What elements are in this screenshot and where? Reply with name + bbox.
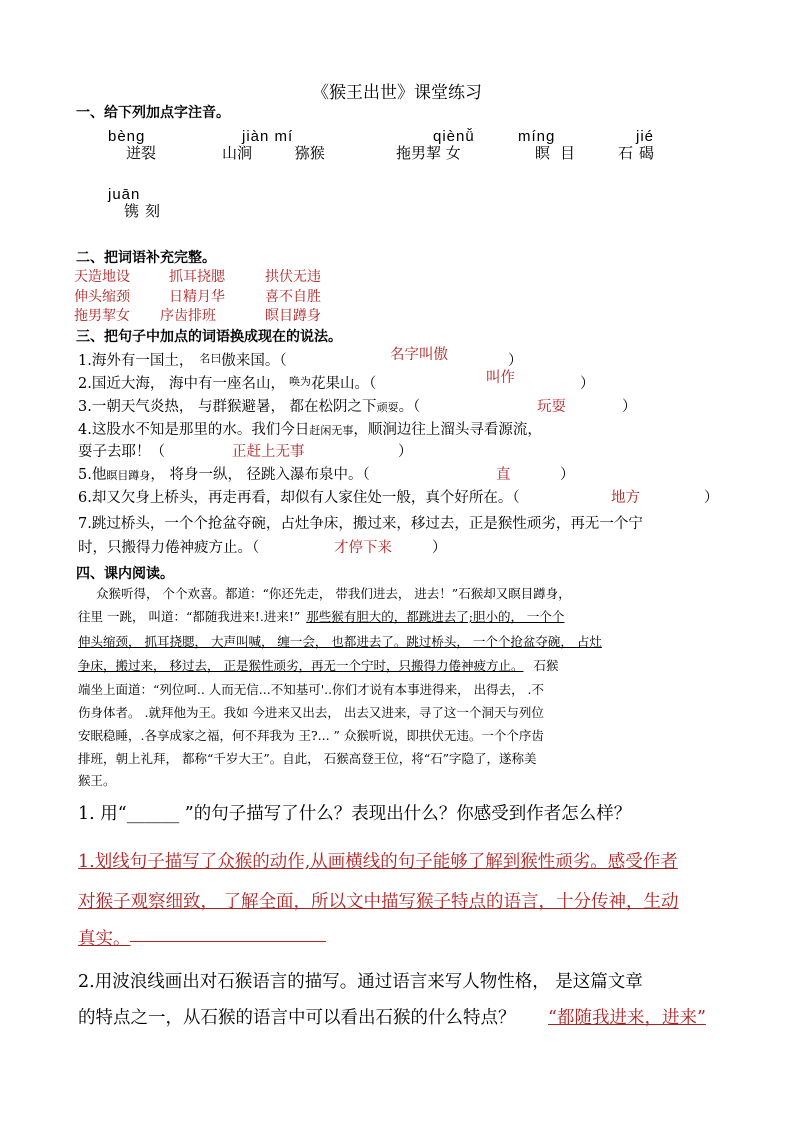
answer: 名字叫傲 xyxy=(390,347,448,363)
sentence-1: 1.海外有一国土， $^{名曰}$傲来国。（ xyxy=(78,352,287,369)
word: 石碣 xyxy=(618,144,661,162)
section2-heading: 二、把词语补充完整。 xyxy=(76,250,216,266)
answer-2: “都随我进来，进来” xyxy=(548,1008,706,1028)
idiom: 抓耳挠腮 xyxy=(169,269,225,285)
passage-line: 争床，搬过来， 移过去， 正是猴性顽劣，再无一个宁时，只搬得力倦神疲方止。 石猴 xyxy=(78,658,559,673)
idiom: 天造地设 xyxy=(74,269,130,285)
passage-line: 排班，朝上礼拜， 都称“千岁大王”。自此， 石猴高登王位，将“石”字隐了，遂称美 xyxy=(78,751,537,766)
answer: 才停下来 xyxy=(334,540,392,556)
sentence-7: 7.跳过桥头，一个个抢盆夺碗，占灶争床，搬过来，移过去，正是猴性顽劣，再无一个宁 xyxy=(78,516,643,532)
pinyin: jiàn mí xyxy=(242,128,294,145)
question-2: 2.用波浪线画出对石猴语言的描写。通过语言来写人物性格， 是这篇文章 xyxy=(78,972,643,992)
question-2-cont: 的特点之一，从石猴的语言中可以看出石猴的什么特点？ xyxy=(78,1008,516,1028)
pinyin: bèng xyxy=(108,128,146,145)
section3-heading: 三、把句子中加点的词语换成现在的说法。 xyxy=(76,329,342,345)
question-1: 1. 用“______ ”的句子描写了什么？表现出什么？你感受到作者怎么样？ xyxy=(78,804,632,824)
answer: 正赶上无事 xyxy=(232,444,305,460)
passage-line: 猴王。 xyxy=(78,773,116,788)
passage-line: 安眠稳睡，.各享成家之福，何不拜我为 王?... ” 众猴听说，即拱伏无违。一个个序齿 xyxy=(78,728,544,743)
word: 迸裂 xyxy=(126,144,157,162)
word: 镌刻 xyxy=(124,202,167,220)
answer: 直 xyxy=(496,467,511,483)
paren: ） xyxy=(432,540,447,556)
pinyin: jié xyxy=(636,128,655,145)
sentence-4-cont: 耍子去耶！（ xyxy=(78,444,165,460)
sentence-6: 6.却又欠身上桥头，再走再看，却似有人家住处一般，真个好所在。（ xyxy=(78,490,520,506)
sentence-3: 3.一朝天气炎热， 与群猴避暑， 都在松阴之下顽耍。（ xyxy=(78,399,421,415)
sentence-7-cont: 时，只搬得力倦神疲方止。（ xyxy=(78,540,260,556)
passage-line: 端坐上面道：“列位呵.. 人而无信...不知基可'..你们才说有本事进得来， 出得去， .不 xyxy=(78,682,545,697)
passage-line: 伸头缩颈， 抓耳挠腮， 大声叫喊， 缠一会， 也都进去了。跳过桥头， 一个个抢盆夺碗， 占灶 xyxy=(78,634,602,649)
idiom: 喜不自胜 xyxy=(265,289,321,305)
paren: ） xyxy=(580,376,595,392)
idiom: 伸头缩颈 xyxy=(74,289,130,305)
sentence-5: 5.他瞑目蹲身， 将身一纵， 径跳入瀑布泉中。（ xyxy=(78,467,370,483)
section1-heading: 一、给下列加点字注音。 xyxy=(76,105,230,121)
word: 拖男挈 女 xyxy=(396,144,461,162)
sentence-4: 4.这股水不知是那里的水。我们今日赶闲无事，顺涧边往上溜头寻看源流， xyxy=(78,422,542,438)
idiom: 拱伏无违 xyxy=(265,269,321,285)
passage-line: 往里 一跳， 叫道：“都随我进来!.进来!” 那些猴有胆大的，都跳进去了;胆小的， 一个个 xyxy=(78,609,565,624)
idiom: 拖男挈女 xyxy=(74,308,130,324)
idiom: 瞑目蹲身 xyxy=(265,308,321,324)
answer-underline xyxy=(130,941,326,942)
passage-line: 伤身体者。 .就拜他为王。我如 今进来又出去， 出去又进来，寻了这一个洞天与列位 xyxy=(78,705,544,720)
word: 瞑目 xyxy=(535,144,586,162)
paren: ） xyxy=(560,467,575,483)
answer: 叫作 xyxy=(486,370,515,386)
page-title: 《猴王出世》课堂练习 xyxy=(312,83,482,103)
section4-heading: 四、课内阅读。 xyxy=(76,566,174,582)
pinyin: míng xyxy=(518,128,556,145)
answer-1-line: 1.划线句子描写了众猴的动作,从画横线的句子能够了解到猴性顽劣。感受作者 xyxy=(78,852,678,872)
passage-line: 众猴听得， 个个欢喜。都道：“你还先走， 带我们进去， 进去！”石猴却又瞑目蹲身， xyxy=(96,586,571,601)
answer-1-line: 真实。 xyxy=(78,929,131,949)
pinyin: juān xyxy=(108,186,141,203)
paren: ） xyxy=(622,399,637,415)
answer-1-line: 对猴子观察细致， 了解全面，所以文中描写猴子特点的语言，十分传神，生动 xyxy=(78,892,679,912)
answer: 玩耍 xyxy=(537,399,566,415)
idiom: 日精月华 xyxy=(169,289,225,305)
pinyin: qiènǚ xyxy=(433,128,475,145)
paren: ） xyxy=(398,444,413,460)
answer: 地方 xyxy=(611,490,640,506)
paren: ） xyxy=(704,490,719,506)
paren: ） xyxy=(508,353,523,369)
sentence-2: 2.国近大海， 海中有一座名山， $^{唤为}$花果山。（ xyxy=(78,375,377,392)
idiom: 序齿排班 xyxy=(160,308,216,324)
word: 山涧 猕猴 xyxy=(222,144,325,162)
